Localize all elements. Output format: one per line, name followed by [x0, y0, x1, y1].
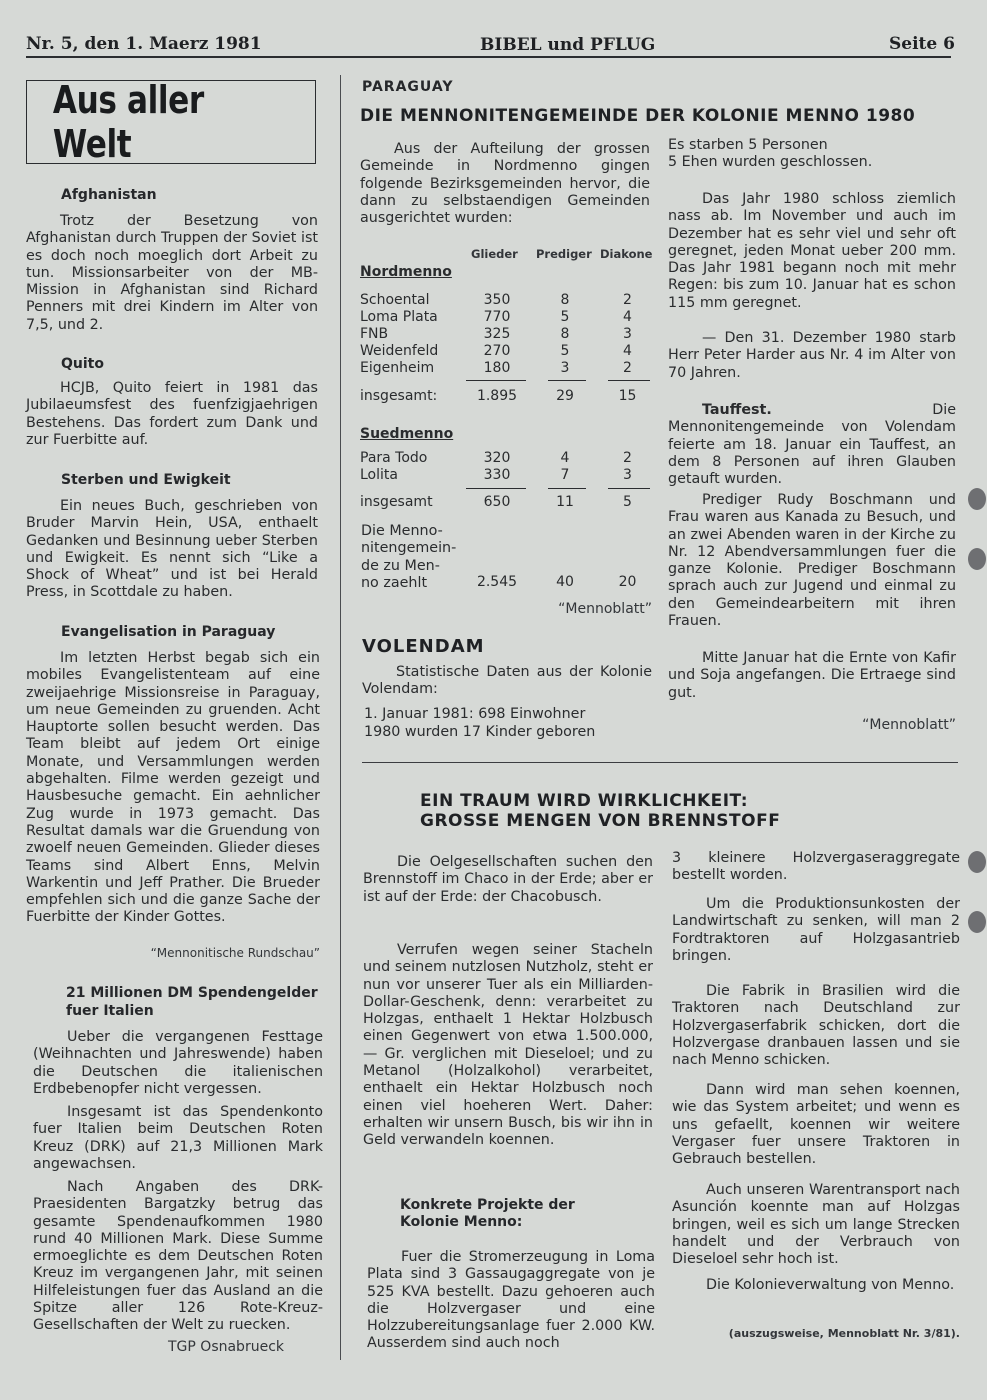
source-rundschau: “Mennonitische Rundschau”: [150, 946, 320, 960]
issue-date: Nr. 5, den 1. Maerz 1981: [26, 34, 262, 54]
menno-obituary: — Den 31. Dezember 1980 starb Herr Peter Harder aus Nr. 4 im Alter von 70 Jahren.: [668, 330, 956, 381]
punch-hole: [968, 851, 986, 873]
article-evangelisation: Im letzten Herbst begab sich ein mobiles Evangelistenteam auf eine zweijaehrige Missionsreise in Paraguay, um neue Gemeinden zu gruenden. Acht Hauptorte sollen besucht werden. Das Team bleibt auf jedem Ort einige Monate, und Versammlungen werden abgehalten. Filme werden gezeigt und Hausbesuche gemacht. Ein aehnlicher Zug wurde in 1973 gemacht. Das Resultat damals war die Gruendung von zwoelf neuen Gemeinden. Glieder dieses Teams sind Albert Enns, Melvin Warkentin und Jeff Prather. Die Brueder empfehlen sich und die ganze Sache der Fuerbitte der Kinder Gottes.: [26, 650, 320, 926]
section-divider: [362, 762, 958, 763]
heading-quito: Quito: [61, 356, 104, 372]
traum-title-1: EIN TRAUM WIRD WIRKLICHKEIT:: [420, 791, 749, 811]
menno-boschmann: Prediger Rudy Boschmann und Frau waren aus Kanada zu Besuch, und an zwei Abenden waren in der Kirche zu Nr. 12 Abendversammlungen fuer die ganze Kolonie. Prediger Boschmann sprach auch zur Jugend und einmal zu den Gemeindearbeitern mit ihren Frauen.: [668, 492, 956, 630]
traum-r6: Die Kolonieverwaltung von Menno.: [706, 1277, 955, 1293]
traum-subheading-2: Kolonie Menno:: [400, 1214, 523, 1230]
table-row: Eigenheim 180 3 2: [360, 360, 632, 376]
heading-afghanistan: Afghanistan: [61, 187, 157, 203]
sum-rule: [548, 380, 586, 381]
source-mennoblatt-1: “Mennoblatt”: [558, 601, 652, 617]
menno-weather: Das Jahr 1980 schloss ziemlich nass ab. Im November und auch im Dezember hat es sehr viel und sehr oft geregnet, jeden Monat ueber 200 mm. Das Jahr 1981 begann noch mit mehr Regen: bis zum 10. Januar hat es schon 115 mm geregnet.: [668, 191, 956, 311]
table-total-row: insgesamt 650 11 5: [360, 494, 632, 510]
table-row: Loma Plata 770 5 4: [360, 309, 632, 325]
heading-sterben: Sterben und Ewigkeit: [61, 472, 231, 488]
table-row: Lolita 330 7 3: [360, 467, 632, 483]
source-mennoblatt-2: “Mennoblatt”: [862, 717, 956, 733]
sum-rule: [466, 380, 526, 381]
traum-p1: Die Oelgesellschaften suchen den Brennstoff im Chaco in der Erde; aber er ist auf der Erde: der Chacobusch.: [363, 854, 653, 905]
traum-r3: Die Fabrik in Brasilien wird die Traktoren nach Deutschland zur Holzvergaserfabrik schicken, dort die Holzvergase dranbauen lassen und sie nach Menno schicken.: [672, 983, 960, 1069]
article-italien-p3: Nach Angaben des DRK-Praesidenten Bargatzky betrug das gesamte Spendenaufkommen 1980 rund 40 Millionen Mark. Diese Summe ermoeglichte es dem Deutschen Roten Kreuz im vergangenen Jahr, mit seinen Hilfeleistungen fuer das Ausland an die Spitze aller 126 Rote-Kreuz-Gesellschaften der Welt zu ruecken.: [33, 1179, 323, 1334]
traum-subheading-1: Konkrete Projekte der: [400, 1197, 575, 1213]
menno-marriages: 5 Ehen wurden geschlossen.: [668, 154, 873, 170]
table-total-row: insgesamt: 1.895 29 15: [360, 388, 637, 404]
col-glieder: Glieder: [471, 247, 518, 261]
grand-total-label: Die Menno- nitengemein- de zu Men- no zaehlt: [361, 523, 457, 591]
sum-rule: [608, 380, 650, 381]
volendam-line-2: 1980 wurden 17 Kinder geboren: [364, 724, 596, 740]
volendam-intro: Statistische Daten aus der Kolonie Volendam:: [362, 664, 652, 698]
menno-harvest: Mitte Januar hat die Ernte von Kafir und Soja angefangen. Die Ertraege sind gut.: [668, 650, 956, 701]
traum-r1: 3 kleinere Holzvergaseraggregate bestellt worden.: [672, 850, 960, 884]
article-italien-p2: Insgesamt ist das Spendenkonto fuer Italien beim Deutschen Roten Kreuz (DRK) auf 21,3 Millionen Mark angewachsen.: [33, 1104, 323, 1172]
menno-deaths: Es starben 5 Personen: [668, 137, 828, 153]
table-row: Para Todo 320 4 2: [360, 450, 632, 466]
tauffest-label: Tauffest.: [702, 402, 772, 418]
volendam-line-1: 1. Januar 1981: 698 Einwohner: [364, 706, 586, 722]
sum-rule: [466, 488, 526, 489]
source-auszugsweise: (auszugsweise, Mennoblatt Nr. 3/81).: [728, 1327, 960, 1340]
group-suedmenno: Suedmenno: [360, 426, 454, 442]
article-sterben: Ein neues Buch, geschrieben von Bruder Marvin Hein, USA, enthaelt Gedanken und Besinnung ueber Sterben und Ewigkeit. Es nennt sich “Like a Shock of Wheat” und ist bei Herald Press, in Scottdale zu haben.: [26, 498, 318, 601]
traum-r5: Auch unseren Warentransport nach Asunción koennte man auf Holzgas bringen, weil es sich um lange Strecken handelt und der Verbrauch von Dieseloel sehr hoch ist.: [672, 1182, 960, 1268]
heading-evangelisation: Evangelisation in Paraguay: [61, 624, 276, 640]
header-rule: [26, 56, 951, 58]
col-prediger: Prediger: [536, 247, 592, 261]
heading-italien: 21 Millionen DM Spendengelder fuer Italien: [66, 985, 318, 1019]
section-title-box: [26, 80, 316, 164]
punch-hole: [968, 548, 986, 570]
source-tgp: TGP Osnabrueck: [168, 1339, 284, 1355]
masthead: BIBEL und PFLUG: [480, 35, 656, 55]
traum-p2: Verrufen wegen seiner Stacheln und seinem nutzlosen Nutzholz, steht er nun vor unserer Tuer als ein Milliarden-Dollar-Geschenk, denn: verarbeitet zu Holzgas, enthaelt 1 Hektar Holzbusch einen Gegenwert von etwa 1.500.000, — Gr. verglichen mit Dieseloel; und zu Metanol (Holzalkohol) verarbeitet, enthaelt ein Hektar Holzbusch noch einen viel hoeheren Wert. Daher: erhalten wir unsern Busch, bis wir ihn in Geld verwandeln koennen.: [363, 942, 653, 1149]
table-grand-row: 2.545 40 20: [476, 574, 637, 590]
section-paraguay: PARAGUAY: [362, 79, 454, 95]
traum-p3: Fuer die Stromerzeugung in Loma Plata sind 3 Gassaugaggregate von je 525 KVA bestellt. Dazu gehoeren auch die Holzvergaser und eine Holzzubereitungsanlage fuer 2.000 KW. Ausserdem sind auch noch: [367, 1249, 655, 1352]
table-row: Weidenfeld 270 5 4: [360, 343, 632, 359]
traum-r4: Dann wird man sehen koennen, wie das System arbeitet; und wenn es uns gefaellt, koennen wir weitere Vergaser fuer unsere Traktoren in Gebrauch bestellen.: [672, 1082, 960, 1168]
menno-intro: Aus der Aufteilung der grossen Gemeinde in Nordmenno gingen folgende Bezirksgemeinden hervor, die dann zu selbstaendigen Gemeinden ausgerichtet wurden:: [360, 141, 650, 227]
article-quito: HCJB, Quito feiert in 1981 das Jubilaeumsfest des fuenfzigjaehrigen Bestehens. Das fordert zum Dank und zur Fuerbitte auf.: [26, 380, 318, 448]
punch-hole: [968, 488, 986, 510]
article-afghanistan: Trotz der Besetzung von Afghanistan durch Truppen der Soviet ist es doch noch moeglich dort Arbeit zu tun. Missionsarbeiter von der MB-Mission in Afghanistan sind Richard Penners mit drei Kindern im Alter von 7,5, und 2.: [26, 213, 318, 333]
sum-rule: [548, 488, 586, 489]
menno-title: DIE MENNONITENGEMEINDE DER KOLONIE MENNO 1980: [360, 106, 916, 126]
page-number: Seite 6: [889, 34, 955, 54]
traum-r2: Um die Produktionsunkosten der Landwirtschaft zu senken, will man 2 Fordtraktoren auf Holzgasantrieb bringen.: [672, 896, 960, 964]
traum-title-2: GROSSE MENGEN VON BRENNSTOFF: [420, 811, 781, 831]
table-row: FNB 325 8 3: [360, 326, 632, 342]
table-row: Schoental 350 8 2: [360, 292, 632, 308]
menno-tauffest: Tauffest. Die Mennonitengemeinde von Volendam feierte am 18. Januar ein Tauffest, an dem 8 Personen auf ihren Glauben getauft wurden.: [668, 402, 956, 488]
col-diakone: Diakone: [600, 247, 653, 261]
article-italien-p1: Ueber die vergangenen Festtage (Weihnachten und Jahreswende) haben die Deutschen die italienischen Erdbebenopfer nicht vergessen.: [33, 1029, 323, 1097]
punch-hole: [968, 911, 986, 933]
sum-rule: [608, 488, 650, 489]
section-title: Aus aller Welt: [52, 78, 204, 166]
group-nordmenno: Nordmenno: [360, 264, 452, 280]
column-divider: [340, 75, 341, 1360]
volendam-title: VOLENDAM: [362, 636, 485, 657]
